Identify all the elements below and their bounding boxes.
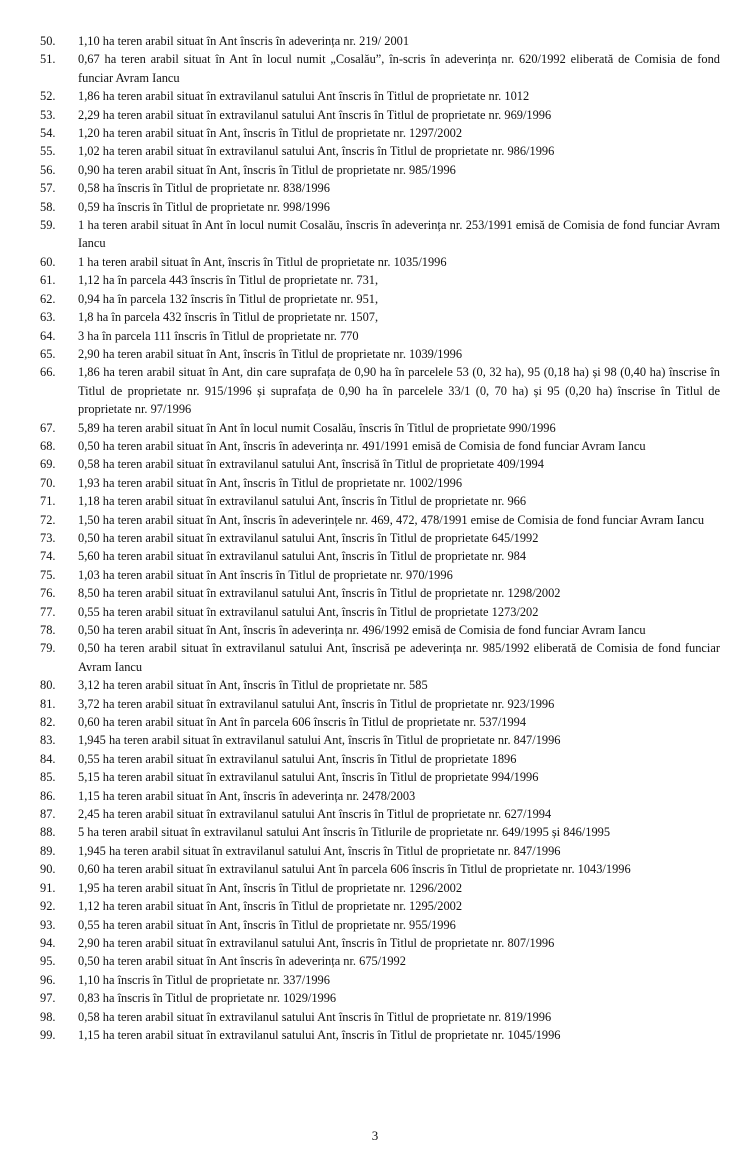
list-item — [40, 437, 720, 455]
list-item — [40, 106, 720, 124]
list-item-number: 50. — [40, 34, 56, 48]
list-item-text: 1,12 ha în parcela 443 înscris în Titlul de proprietate nr. 731, — [78, 273, 379, 288]
list-item — [40, 768, 720, 786]
list-item-number: 88. — [40, 825, 56, 840]
list-item-text: 2,29 ha teren arabil situat în extravilanul satului Ant înscris în Titlul de proprietate nr. 969/1996 — [78, 107, 552, 122]
list-item — [40, 179, 720, 197]
list-item-number: 71. — [40, 494, 56, 509]
list-item — [40, 713, 720, 731]
list-item-text: 0,55 ha teren arabil situat în extravilanul satului Ant, înscris în Titlul de proprietate 1896 — [78, 751, 517, 766]
list-item — [40, 952, 720, 970]
list-item — [40, 603, 720, 621]
list-item-number: 74. — [40, 549, 56, 564]
list-item — [40, 198, 720, 216]
list-item-text: 5,15 ha teren arabil situat în extravilanul satului Ant, înscris în Titlul de proprietate 994/1996 — [78, 770, 539, 785]
list-item-text: 0,50 ha teren arabil situat în Ant înscris în adeverința nr. 675/1992 — [78, 954, 406, 969]
list-item-text: 1,02 ha teren arabil situat în extravilanul satului Ant, înscris în Titlul de proprietate nr. 986/1996 — [78, 144, 555, 159]
list-item — [40, 639, 720, 676]
list-item — [40, 511, 720, 529]
list-item-text: 0,94 ha în parcela 132 înscris în Titlul de proprietate nr. 951, — [78, 291, 379, 306]
list-item-text: 0,83 ha înscris în Titlul de proprietate nr. 1029/1996 — [78, 991, 337, 1006]
list-item-text: 0,60 ha teren arabil situat în extravilanul satului Ant în parcela 606 înscris în Titlul de proprietate nr. 1043/1996 — [78, 862, 631, 877]
list-item-number: 56. — [40, 162, 56, 177]
list-item-number: 57. — [40, 181, 56, 196]
list-item — [40, 142, 720, 160]
list-item — [40, 897, 720, 915]
list-item-text: 1,93 ha teren arabil situat în Ant, înscris în Titlul de proprietate nr. 1002/1996 — [78, 475, 463, 490]
list-item-text: 5,60 ha teren arabil situat în extravilanul satului Ant, înscris în Titlul de proprietate nr. 984 — [78, 549, 527, 564]
list-item-number: 68. — [40, 438, 56, 453]
list-item — [40, 695, 720, 713]
list-item — [40, 971, 720, 989]
list-item — [40, 750, 720, 768]
list-item-text: 1,15 ha teren arabil situat în Ant, înscris în adeverința nr. 2478/2003 — [78, 788, 416, 803]
list-item-number: 63. — [40, 310, 56, 325]
list-item-number: 54. — [40, 126, 56, 141]
list-item — [40, 363, 720, 418]
list-item-number: 52. — [40, 89, 56, 104]
list-item-number: 72. — [40, 512, 56, 527]
list-item-number: 81. — [40, 696, 56, 711]
list-item-number: 92. — [40, 899, 56, 914]
list-item — [40, 584, 720, 602]
list-item — [40, 842, 720, 860]
list-item-number: 69. — [40, 457, 56, 472]
list-item-number: 93. — [40, 917, 56, 932]
list-item-number: 53. — [40, 107, 56, 122]
list-item-number: 62. — [40, 291, 56, 306]
list-item — [40, 87, 720, 105]
list-item-text: 0,90 ha teren arabil situat în Ant, înscris în Titlul de proprietate nr. 985/1996 — [78, 162, 456, 177]
list-item-number: 58. — [40, 199, 56, 214]
list-item-number: 84. — [40, 751, 56, 766]
list-item-text: 5,89 ha teren arabil situat în Ant în locul numit Cosalău, înscris în Titlul de proprietate 990/1996 — [78, 420, 556, 435]
list-item-number: 76. — [40, 586, 56, 601]
list-item-number: 78. — [40, 623, 56, 637]
page-number: 3 — [371, 1128, 379, 1143]
list-item — [40, 345, 720, 363]
list-item-number: 96. — [40, 972, 56, 987]
list-item-number: 55. — [40, 144, 56, 159]
list-item-number: 80. — [40, 678, 56, 693]
list-item — [40, 271, 720, 289]
list-item-text: 1,18 ha teren arabil situat în extravilanul satului Ant, înscris în Titlul de proprietate nr. 966 — [78, 494, 527, 509]
list-item-number: 83. — [40, 733, 56, 748]
list-item-number: 70. — [40, 475, 56, 490]
list-item-text: 1,95 ha teren arabil situat în Ant, înscris în Titlul de proprietate nr. 1296/2002 — [78, 880, 463, 895]
list-item-text: 0,67 ha teren arabil situat în Ant în locul numit „Cosalău”, în-scris în adeverința nr. 620/1992 eliberată de Comisia de fond funciar Avram Iancu — [78, 52, 720, 85]
list-item — [40, 419, 720, 437]
list-item — [40, 474, 720, 492]
list-item-text: 0,58 ha teren arabil situat în extravilanul satului Ant înscris în Titlul de proprietate nr. 819/1996 — [78, 1009, 552, 1024]
list-item-text: 5 ha teren arabil situat în extravilanul satului Ant înscris în Titlurile de proprietate nr. 649/1995 și 846/1995 — [78, 825, 611, 840]
list-item-text: 0,59 ha înscris în Titlul de proprietate nr. 998/1996 — [78, 199, 330, 214]
list-item-text: 2,90 ha teren arabil situat în extravilanul satului Ant, înscris în Titlul de proprietate nr. 807/1996 — [78, 935, 555, 950]
list-item-text: 1 ha teren arabil situat în Ant în locul numit Cosalău, înscris în adeverința nr. 253/1991 emisă de Comisia de fond funciar Avram Iancu — [78, 218, 720, 251]
list-item — [40, 989, 720, 1007]
list-item-number: 67. — [40, 420, 56, 435]
list-item-number: 85. — [40, 770, 56, 785]
list-item — [40, 823, 720, 841]
list-item-text: 1,10 ha înscris în Titlul de proprietate nr. 337/1996 — [78, 972, 330, 987]
list-item-text: 0,50 ha teren arabil situat în Ant, înscris în adeverința nr. 496/1992 emisă de Comisia de fond funciar Avram Iancu — [78, 623, 646, 637]
list-item — [40, 731, 720, 749]
list-item-text: 1 ha teren arabil situat în Ant, înscris în Titlul de proprietate nr. 1035/1996 — [78, 254, 447, 269]
list-item-text: 2,90 ha teren arabil situat în Ant, înscris în Titlul de proprietate nr. 1039/1996 — [78, 346, 463, 361]
list-item-text: 0,50 ha teren arabil situat în extravilanul satului Ant, înscrisă pe adeverința nr. 985/1992 eliberată de Comisia de fond funciar Avram Iancu — [78, 641, 720, 674]
list-item — [40, 1008, 720, 1026]
list-item-number: 66. — [40, 365, 56, 380]
list-item — [40, 290, 720, 308]
list-item-text: 1,86 ha teren arabil situat în extravilanul satului Ant înscris în Titlul de proprietate nr. 1012 — [78, 89, 530, 104]
list-item-number: 86. — [40, 788, 56, 803]
list-item-text: 0,60 ha teren arabil situat în Ant în parcela 606 înscris în Titlul de proprietate nr. 537/1994 — [78, 715, 527, 730]
numbered-list — [40, 32, 720, 1044]
list-item — [40, 253, 720, 271]
list-item-text: 0,58 ha înscris în Titlul de proprietate nr. 838/1996 — [78, 181, 330, 196]
list-item-text: 0,55 ha teren arabil situat în extravilanul satului Ant, înscris în Titlul de proprietate 1273/202 — [78, 604, 539, 619]
list-item-number: 79. — [40, 641, 56, 656]
list-item-number: 95. — [40, 954, 56, 969]
list-item — [40, 1026, 720, 1044]
list-item — [40, 879, 720, 897]
list-item — [40, 934, 720, 952]
list-item-text: 1,03 ha teren arabil situat în Ant înscris în Titlul de proprietate nr. 970/1996 — [78, 567, 453, 582]
list-item-number: 61. — [40, 273, 56, 288]
list-item-text: 0,55 ha teren arabil situat în Ant, înscris în Titlul de proprietate nr. 955/1996 — [78, 917, 456, 932]
list-item — [40, 161, 720, 179]
list-item — [40, 327, 720, 345]
list-item-text: 3,72 ha teren arabil situat în extravilanul satului Ant, înscris în Titlul de proprietate nr. 923/1996 — [78, 696, 555, 711]
list-item-text: 0,50 ha teren arabil situat în extravilanul satului Ant, înscris în Titlul de proprietate 645/1992 — [78, 530, 539, 545]
list-item-number: 90. — [40, 862, 56, 877]
list-item — [40, 916, 720, 934]
list-item-number: 91. — [40, 880, 56, 895]
list-item — [40, 529, 720, 547]
list-item — [40, 455, 720, 473]
list-item-number: 97. — [40, 991, 56, 1006]
list-item — [40, 124, 720, 142]
list-item-number: 64. — [40, 328, 56, 343]
list-item — [40, 676, 720, 694]
list-item — [40, 492, 720, 510]
list-item-number: 65. — [40, 346, 56, 361]
list-item — [40, 308, 720, 326]
list-item — [40, 621, 720, 639]
list-item — [40, 805, 720, 823]
list-item-number: 59. — [40, 218, 56, 233]
list-item-text: 1,8 ha în parcela 432 înscris în Titlul de proprietate nr. 1507, — [78, 310, 379, 325]
list-item — [40, 216, 720, 253]
list-item-text: 3,12 ha teren arabil situat în Ant, înscris în Titlul de proprietate nr. 585 — [78, 678, 428, 693]
list-item-number: 51. — [40, 52, 56, 67]
list-item-text: 8,50 ha teren arabil situat în extravilanul satului Ant, înscris în Titlul de proprietate nr. 1298/2002 — [78, 586, 561, 601]
list-item-text: 1,15 ha teren arabil situat în extravilanul satului Ant, înscris în Titlul de proprietate nr. 1045/1996 — [78, 1027, 561, 1042]
list-item — [40, 547, 720, 565]
list-item — [40, 860, 720, 878]
list-item-text: 3 ha în parcela 111 înscris în Titlul de proprietate nr. 770 — [78, 328, 359, 343]
list-item-text: 0,58 ha teren arabil situat în extravilanul satului Ant, înscrisă în Titlul de proprietate 409/1994 — [78, 457, 544, 472]
list-item — [40, 50, 720, 87]
list-item-text: 1,12 ha teren arabil situat în Ant, înscris în Titlul de proprietate nr. 1295/2002 — [78, 899, 463, 914]
list-item — [40, 32, 720, 50]
list-item-text: 1,50 ha teren arabil situat în Ant, înscris în adeverințele nr. 469, 472, 478/1991 emise de Comisia de fond funciar Avram Iancu — [78, 512, 705, 527]
list-item-number: 82. — [40, 715, 56, 730]
list-item-number: 77. — [40, 604, 56, 619]
list-item-number: 99. — [40, 1027, 56, 1042]
list-item-text: 1,20 ha teren arabil situat în Ant, înscris în Titlul de proprietate nr. 1297/2002 — [78, 126, 463, 141]
list-item-text: 1,10 ha teren arabil situat în Ant înscris în adeverința nr. 219/ 2001 — [78, 34, 410, 48]
list-item-number: 89. — [40, 843, 56, 858]
list-item-text: 1,945 ha teren arabil situat în extravilanul satului Ant, înscris în Titlul de proprietate nr. 847/1996 — [78, 733, 561, 748]
list-item — [40, 787, 720, 805]
list-item-text: 2,45 ha teren arabil situat în extravilanul satului Ant înscris în Titlul de proprietate nr. 627/1994 — [78, 807, 552, 822]
list-item-number: 75. — [40, 567, 56, 582]
list-item — [40, 566, 720, 584]
list-item-text: 1,945 ha teren arabil situat în extravilanul satului Ant, înscris în Titlul de proprietate nr. 847/1996 — [78, 843, 561, 858]
list-item-number: 60. — [40, 254, 56, 269]
list-item-text: 0,50 ha teren arabil situat în Ant, înscris în adeverința nr. 491/1991 emisă de Comisia de fond funciar Avram Iancu — [78, 438, 646, 453]
list-item-number: 94. — [40, 935, 56, 950]
list-item-text: 1,86 ha teren arabil situat în Ant, din care suprafața de 0,90 ha în parcelele 53 (0, 32 ha), 95 (0,18 ha) și 98 (0,40 ha) înscrise în Titlul de proprietate nr. 915/1996 și suprafața de 0,90 ha în parcelele 33/1 (0, 70 ha) și 95 (0,20 ha) înscrise în Titlul de proprietate nr. 97/1996 — [78, 365, 720, 417]
list-item-number: 98. — [40, 1009, 56, 1024]
list-item-number: 87. — [40, 807, 56, 822]
list-item-number: 73. — [40, 530, 56, 545]
